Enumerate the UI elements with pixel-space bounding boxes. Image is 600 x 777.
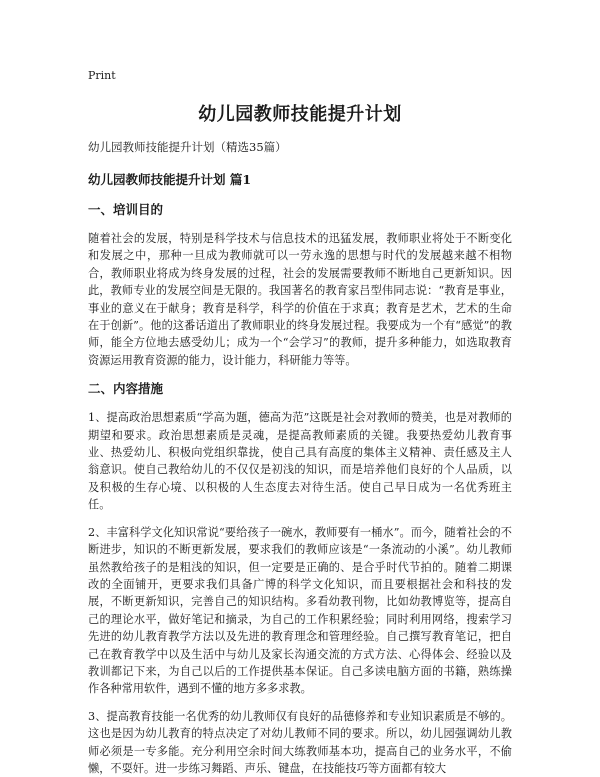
- paragraph: 随着社会的发展，特别是科学技术与信息技术的迅猛发展，教师职业将处于不断变化和发展之中，那种一旦成为教师就可以一劳永逸的思想与时代的发展越来越不相物合，教师职业将成为终身发展的过程，社会的发展需要教师不断地自己更新知识。因此，教师专业的发展空间是无限的。我国著名的教育家吕型伟同志说：“教育是事业，事业的意义在于献身；教育是科学，科学的价值在于求真；教育是艺术，艺术的生命在于创新”。他的这番话道出了教师职业的终身发展过程。我要成为一个有“感觉”的教师，能全方位地去感受幼儿；成为一个“会学习”的教师，提升多种能力，如选取教育资源运用教育资源的能力，设计能力，科研能力等等。: [88, 232, 512, 367]
- document-subtitle: 幼儿园教师技能提升计划（精选35篇）: [88, 140, 287, 154]
- part-heading: 幼儿园教师技能提升计划 篇1: [88, 172, 252, 187]
- paragraph: 2、丰富科学文化知识常说“要给孩子一碗水，教师要有一桶水”。而今，随着社会的不断进步，知识的不断更新发展，要求我们的教师应该是“一条流动的小溪”。幼儿教师虽然教给孩子的是粗浅的知识，但一定要是正确的、是合乎时代节拍的。随着二期课改的全面铺开，更要求我们具备广博的科学文化知识，而且要根据社会和科技的发展，不断更新知识，完善自己的知识结构。多看幼教刊物，比如幼教博览等，提高自己的理论水平，做好笔记和摘录，为自己的工作积累经验；同时利用网络，搜索学习先进的幼儿教育教学方法以及先进的教育理念和管理经验。自己撰写教育笔记，把自己在教育教学中以及生活中与幼儿及家长沟通交流的方式方法、心得体会、经验以及教训都记下来，为自己以后的工作提供基本保证。自己多读电脑方面的书籍，熟练操作各种常用软件，遇到不懂的地方多多求教。: [88, 525, 512, 696]
- print-label: Print: [88, 69, 116, 82]
- section-heading-content-measures: 二、内容措施: [88, 381, 164, 397]
- section-heading-training-purpose: 一、培训目的: [88, 202, 164, 217]
- paragraph: 3、提高教育技能一名优秀的幼儿教师仅有良好的品德修养和专业知识素质是不够的。这也是因为幼儿教育的特点决定了对幼儿教师不同的要求。所以，幼儿园强调幼儿教师必须是一专多能。充分利用空余时间大练教师基本功，提高自己的业务水平，不偷懒，不耍奸。进一步练习舞蹈、声乐、键盘，在技能技巧等方面都有较大: [88, 709, 512, 775]
- paragraph: 1、提高政治思想素质“学高为题，德高为范”这既是社会对教师的赞美，也是对教师的期望和要求。政治思想素质是灵魂，是提高教师素质的关键。我要热爱幼儿教育事业、热爱幼儿、积极向党组织靠拢，使自己具有高度的集体主义精神、责任感及主人翁意识。使自己教给幼儿的不仅仅是初浅的知识，而是培养他们良好的个人品质，以及积极的生存心境、以积极的人生态度去对待生活。使自己早日成为一名优秀班主任。: [88, 411, 512, 512]
- document-title: 幼儿园教师技能提升计划: [198, 104, 402, 125]
